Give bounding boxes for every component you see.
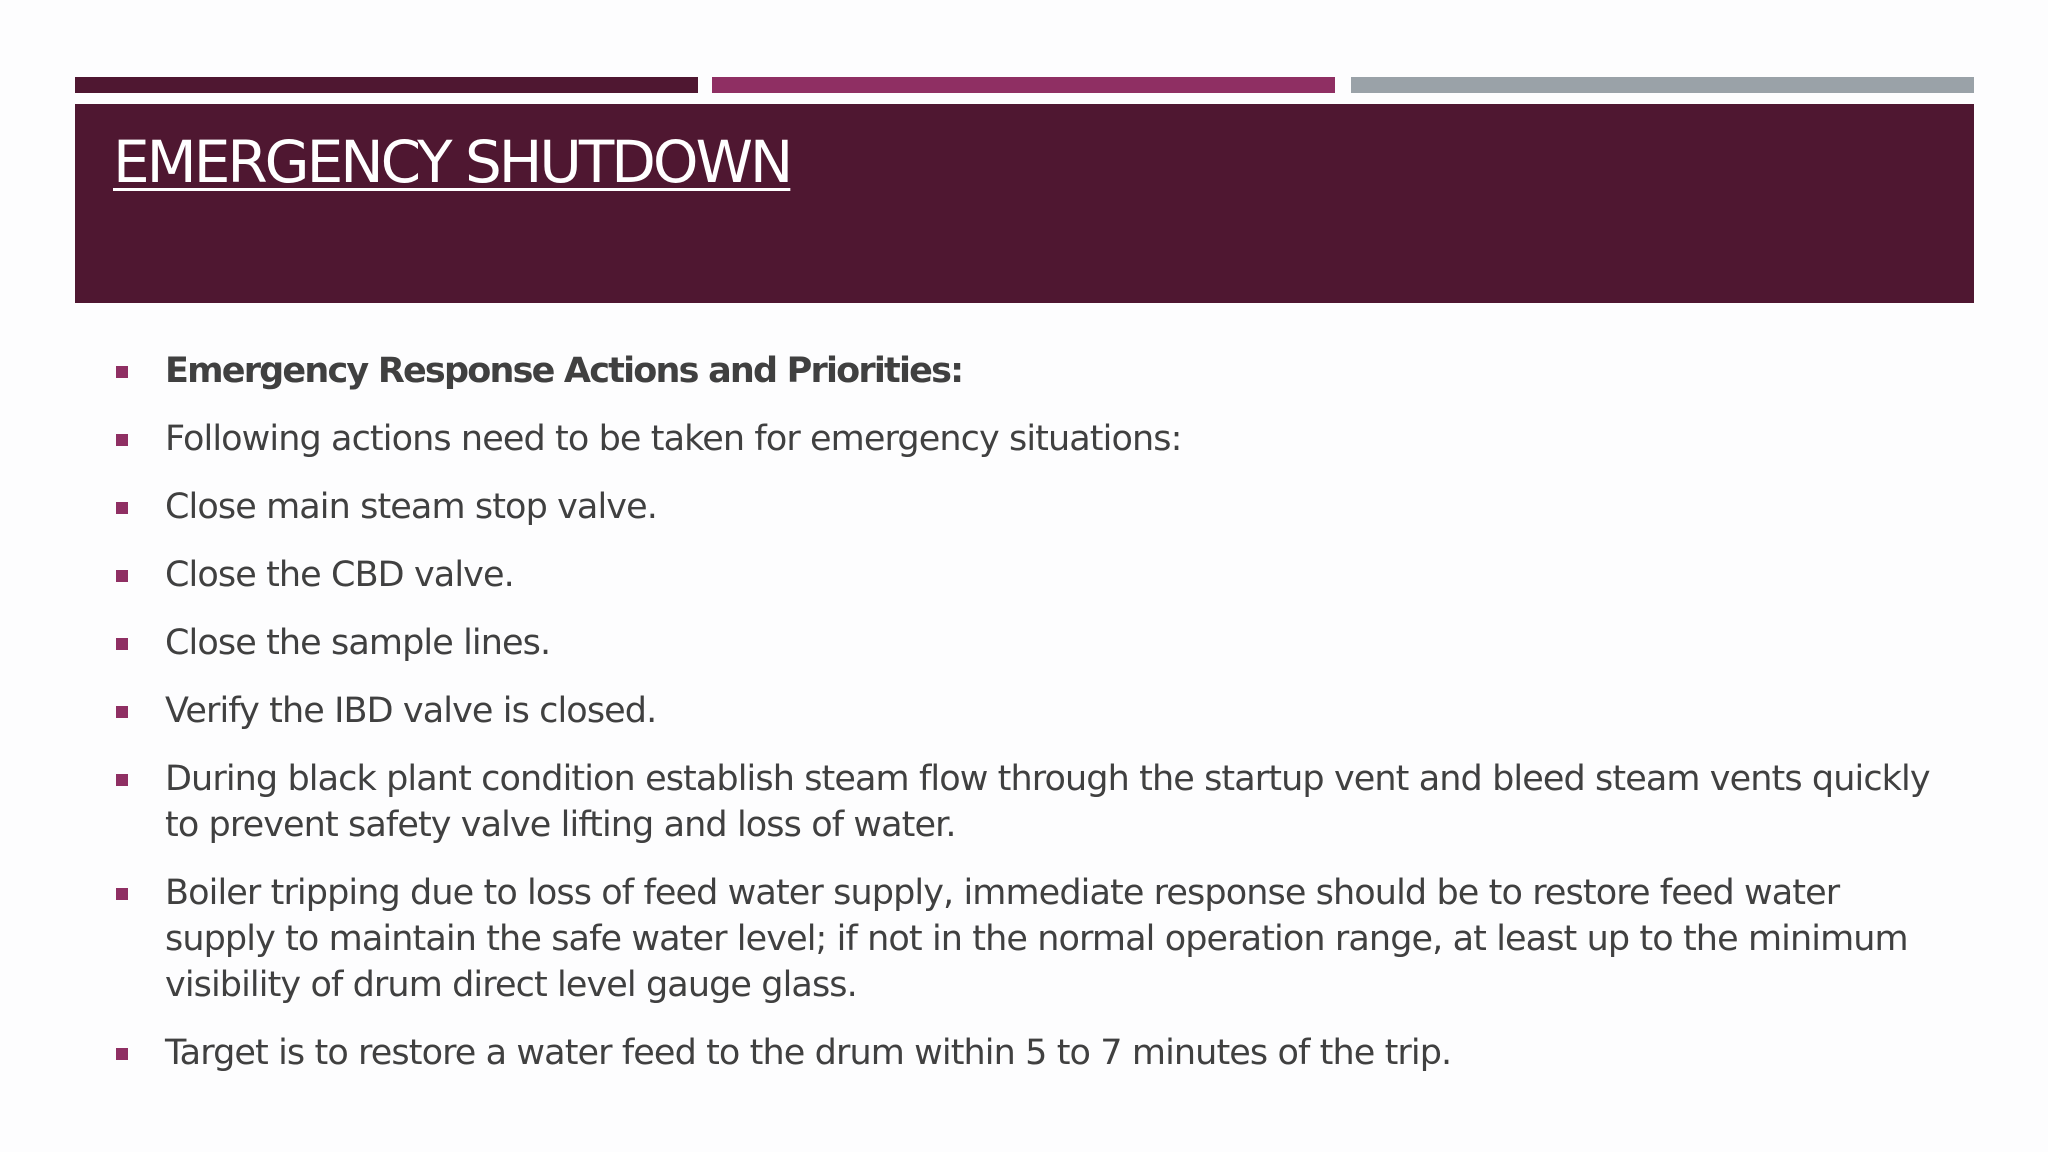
bullet-item [114,552,1934,598]
square-bullet-icon [116,638,128,650]
bullet-item [114,870,1934,1008]
bullet-list [114,348,1934,1098]
bullet-item [114,620,1934,666]
square-bullet-icon [116,706,128,718]
bullet-item [114,348,1934,394]
bullet-text: Emergency Response Actions and Priorities: [165,351,963,391]
bullet-text: Close the sample lines. [165,623,551,663]
bullet-text: Close main steam stop valve. [165,487,657,527]
square-bullet-icon [116,366,128,378]
bullet-item [114,484,1934,530]
square-bullet-icon [116,1048,128,1060]
bullet-text: Boiler tripping due to loss of feed water supply, immediate response should be to restore feed water supply to maintain the safe water level; if not in the normal operation range, at least up to the minimum visibility of drum direct level gauge glass. [165,873,1908,1005]
accent-bar-magenta [712,77,1335,93]
accent-bar-gray [1351,77,1974,93]
bullet-item [114,416,1934,462]
square-bullet-icon [116,434,128,446]
bullet-text: Target is to restore a water feed to the drum within 5 to 7 minutes of the trip. [165,1033,1452,1073]
bullet-text: Following actions need to be taken for emergency situations: [165,419,1182,459]
bullet-item [114,688,1934,734]
bullet-text: During black plant condition establish steam flow through the startup vent and bleed steam vents quickly to prevent safety valve lifting and loss of water. [165,759,1930,845]
square-bullet-icon [116,570,128,582]
square-bullet-icon [116,502,128,514]
accent-bar-dark [75,77,698,93]
bullet-item [114,756,1934,848]
square-bullet-icon [116,888,128,900]
bullet-item [114,1030,1934,1076]
square-bullet-icon [116,774,128,786]
bullet-text: Close the CBD valve. [165,555,514,595]
bullet-text: Verify the IBD valve is closed. [165,691,657,731]
slide-title: EMERGENCY SHUTDOWN [113,128,791,196]
title-band [75,104,1974,303]
